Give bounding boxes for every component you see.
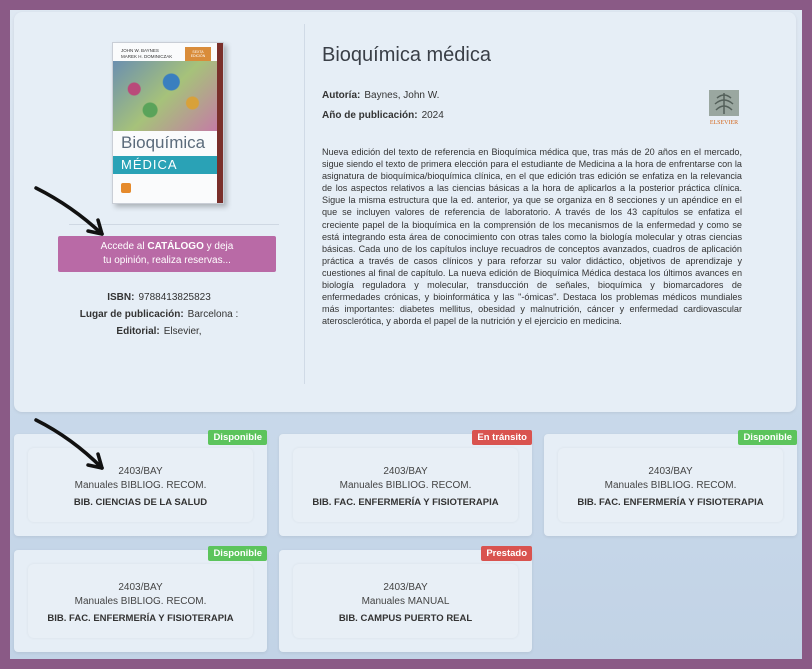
cover-authors: JOHN W. BAYNES MAREK H. DOMINICZAK <box>121 48 173 59</box>
catalog-button[interactable]: Accede al CATÁLOGO y deja tu opinión, realiza reservas... <box>58 236 276 272</box>
left-metadata <box>14 292 304 343</box>
page-frame <box>10 10 802 659</box>
cover-edition-badge: SEXTA EDICIÓN <box>185 47 211 61</box>
status-badge: Disponible <box>738 430 797 445</box>
holding-card[interactable] <box>14 550 267 652</box>
library-name: BIB. CAMPUS PUERTO REAL <box>338 613 473 624</box>
call-number: 2403/BAY <box>118 582 163 593</box>
cover-artwork <box>113 61 219 131</box>
book-cover[interactable] <box>112 42 224 204</box>
year-row: Año de publicación: 2024 <box>322 110 444 121</box>
place-value: Barcelona : <box>187 309 239 320</box>
collection-name: Manuales BIBLIOG. RECOM. <box>74 596 207 607</box>
call-number: 2403/BAY <box>648 466 693 477</box>
status-badge: Disponible <box>208 430 267 445</box>
column-divider <box>304 24 305 384</box>
library-name: BIB. FAC. ENFERMERÍA Y FISIOTERAPIA <box>47 613 234 624</box>
publisher-value: Elsevier, <box>163 326 202 337</box>
catalog-button-bold: CATÁLOGO <box>147 241 204 252</box>
arrow-icon <box>32 416 112 476</box>
author-value[interactable]: Baynes, John W. <box>364 90 440 101</box>
isbn-row: ISBN: 9788413825823 <box>107 292 211 303</box>
library-name: BIB. FAC. ENFERMERÍA Y FISIOTERAPIA <box>577 497 764 508</box>
place-row: Lugar de publicación: Barcelona : <box>79 309 239 320</box>
collection-name: Manuales MANUAL <box>361 596 450 607</box>
holding-card[interactable] <box>279 434 532 536</box>
record-panel <box>14 12 796 412</box>
record-description: Nueva edición del texto de referencia en Bioquímica médica que, tras más de 20 años en el mercado, sigue siendo el texto de primera elección para el estudiante de Medicina a la hora de enfrentarse con la asignatura de bioquímica/bioquímica clínica, en el que edición tras edición se enfatiza en la relevancia de los aspectos relativos a las ciencias básicas a la hora de aplicarlos a la posterior práctica clínica. Sigue la misma estructura que la ed. anterior, ya que se organiza en 8 secciones y un apéndice en el que se incluyen valores de referencia de laboratorio. A través de los 43 capítulos se enfatiza el creciente papel de la bioquímica en la comprensión de los mecanismos de la enfermedad y como se está integrando esta área de conocimiento con otras tales como la biología molecular y otras ciencias básicas. Cada uno de los capítulos incluye recuadros de conceptos avanzados, cuadros de aplicación práctica a través de casos clínicos y para reforzar su valor didáctico, objetivos de aprendizaje y cuestiones al final de capítulo. La nueva edición de Bioquímica Médica destaca los últimos avances en biología reguladora y molecular, transducción de señales, bioquímica y biomarcadores de enfermedades crónicas, y bioinformática y las "-ómicas". Destaca los problemas médicos mundiales más importantes: diabetes mellitus, obesidad y malnutrición, cáncer y enfermedad cardiovascular aterosclerótica, y aborda el papel de la nutrición y el ejercicio en medicina. <box>322 147 742 327</box>
cover-title: Bioquímica <box>121 133 206 152</box>
year-value: 2024 <box>421 110 444 121</box>
catalog-button-line2: tu opinión, realiza reservas... <box>103 255 231 266</box>
record-title: Bioquímica médica <box>322 44 491 66</box>
holding-card[interactable] <box>544 434 797 536</box>
arrow-icon <box>32 184 112 244</box>
collection-name: Manuales BIBLIOG. RECOM. <box>604 480 737 491</box>
right-metadata <box>322 90 444 130</box>
cover-spine <box>217 43 223 203</box>
status-badge: Disponible <box>208 546 267 561</box>
status-badge: Prestado <box>481 546 532 561</box>
status-badge: En tránsito <box>472 430 532 445</box>
isbn-value: 9788413825823 <box>138 292 211 303</box>
cover-publisher-icon <box>121 183 131 193</box>
holding-card[interactable] <box>279 550 532 652</box>
collection-name: Manuales BIBLIOG. RECOM. <box>74 480 207 491</box>
author-row: Autoría: Baynes, John W. <box>322 90 440 101</box>
elsevier-logo-icon <box>707 90 741 126</box>
collection-name: Manuales BIBLIOG. RECOM. <box>339 480 472 491</box>
call-number: 2403/BAY <box>383 466 428 477</box>
call-number: 2403/BAY <box>383 582 428 593</box>
library-name: BIB. CIENCIAS DE LA SALUD <box>73 497 208 508</box>
library-name: BIB. FAC. ENFERMERÍA Y FISIOTERAPIA <box>312 497 499 508</box>
elsevier-logo-text: ELSEVIER <box>709 120 739 126</box>
publisher-row: Editorial: Elsevier, <box>116 326 202 337</box>
cover-subtitle: MÉDICA <box>121 157 178 172</box>
call-number: 2403/BAY <box>118 466 163 477</box>
